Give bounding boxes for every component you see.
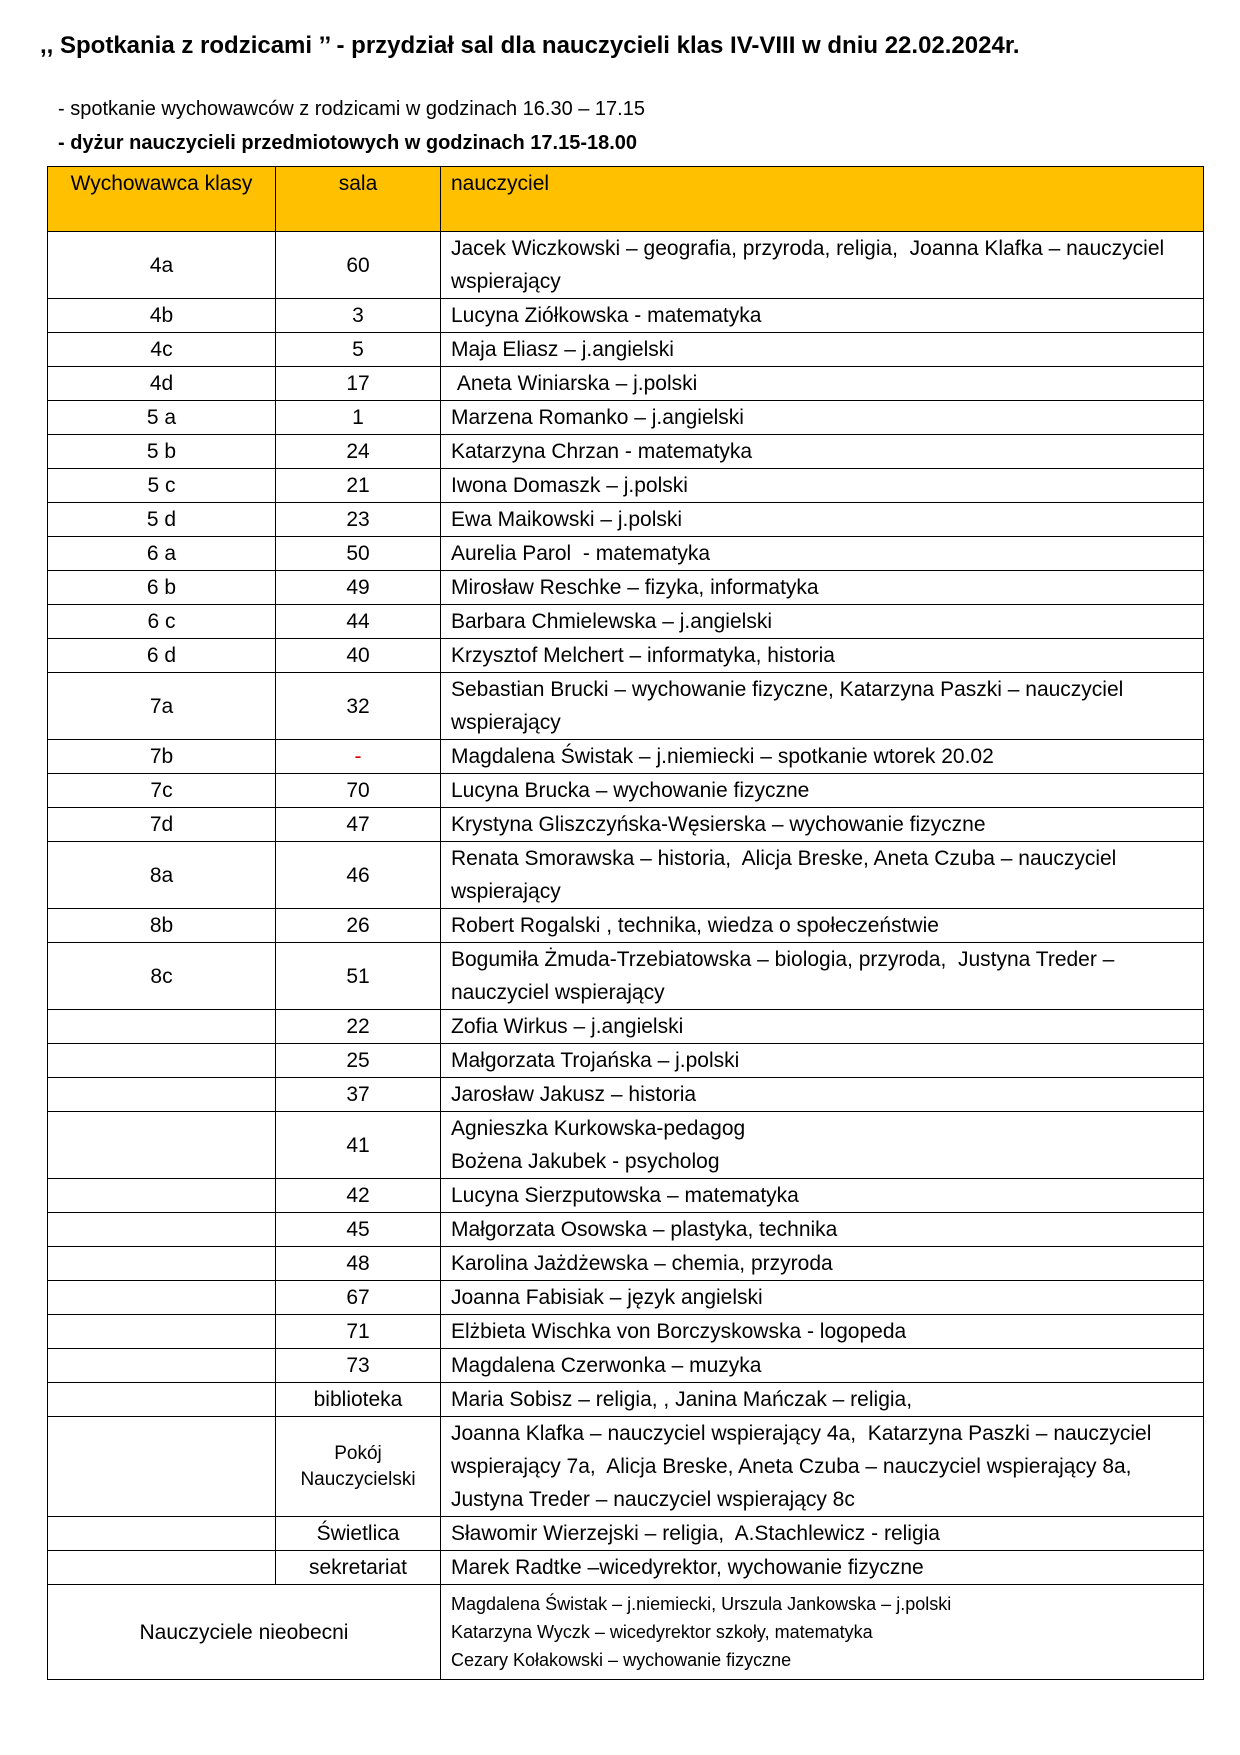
cell-class [48, 1383, 276, 1417]
cell-room: 46 [276, 842, 441, 909]
cell-teacher: Marzena Romanko – j.angielski [441, 401, 1204, 435]
cell-room: 5 [276, 333, 441, 367]
table-row [48, 333, 1204, 367]
absent-teacher-line: Cezary Kołakowski – wychowanie fizyczne [451, 1650, 792, 1670]
cell-class [48, 1417, 276, 1517]
table-row [48, 1078, 1204, 1112]
table-row [48, 469, 1204, 503]
cell-teacher: Joanna Klafka – nauczyciel wspierający 4a, Katarzyna Paszki – nauczyciel wspierający 7a, Alicja Breske, Aneta Czuba – nauczyciel wspierający 8a, Justyna Treder – nauczyciel wspierający 8c [441, 1417, 1204, 1517]
cell-room: 60 [276, 232, 441, 299]
table-row [48, 1179, 1204, 1213]
cell-room: 3 [276, 299, 441, 333]
room-assignment-table [47, 166, 1204, 1680]
table-row [48, 1417, 1204, 1517]
table-row [48, 943, 1204, 1010]
cell-teacher: Jacek Wiczkowski – geografia, przyroda, religia, Joanna Klafka – nauczyciel wspierający [441, 232, 1204, 299]
cell-teacher: Sebastian Brucki – wychowanie fizyczne, Katarzyna Paszki – nauczyciel wspierający [441, 673, 1204, 740]
table-row [48, 1213, 1204, 1247]
table-row [48, 639, 1204, 673]
cell-class: 7d [48, 808, 276, 842]
cell-class: 5 a [48, 401, 276, 435]
cell-teacher: Aneta Winiarska – j.polski [441, 367, 1204, 401]
table-row [48, 1349, 1204, 1383]
cell-class [48, 1010, 276, 1044]
cell-room: 51 [276, 943, 441, 1010]
cell-room: 37 [276, 1078, 441, 1112]
cell-room: 32 [276, 673, 441, 740]
cell-room: Świetlica [276, 1517, 441, 1551]
cell-room: biblioteka [276, 1383, 441, 1417]
page-title: ,, Spotkania z rodzicami ’’ - przydział sal dla nauczycieli klas IV-VIII w dniu 22.02.2024r. [40, 32, 1020, 59]
absent-teachers-row [48, 1585, 1204, 1680]
cell-teacher: Lucyna Brucka – wychowanie fizyczne [441, 774, 1204, 808]
table-row [48, 673, 1204, 740]
cell-teacher: Renata Smorawska – historia, Alicja Breske, Aneta Czuba – nauczyciel wspierający [441, 842, 1204, 909]
header-teacher: nauczyciel [441, 167, 1204, 232]
absent-teacher-line: Magdalena Świstak – j.niemiecki, Urszula Jankowska – j.polski [451, 1594, 952, 1614]
table-row [48, 1010, 1204, 1044]
cell-room: 48 [276, 1247, 441, 1281]
cell-teacher: Marek Radtke –wicedyrektor, wychowanie fizyczne [441, 1551, 1204, 1585]
cell-class: 4a [48, 232, 276, 299]
table-row [48, 401, 1204, 435]
table-row [48, 808, 1204, 842]
cell-teacher: Lucyna Sierzputowska – matematyka [441, 1179, 1204, 1213]
cell-room: 22 [276, 1010, 441, 1044]
teacher-line: Agnieszka Kurkowska-pedagog [451, 1117, 746, 1140]
absent-teachers-list [441, 1585, 1204, 1680]
table-header-row [48, 167, 1204, 232]
cell-teacher: Ewa Maikowski – j.polski [441, 503, 1204, 537]
cell-room: 41 [276, 1112, 441, 1179]
cell-room: 47 [276, 808, 441, 842]
cell-teacher: Jarosław Jakusz – historia [441, 1078, 1204, 1112]
cell-room: - [276, 740, 441, 774]
cell-class [48, 1179, 276, 1213]
cell-class: 4b [48, 299, 276, 333]
cell-class [48, 1112, 276, 1179]
cell-room: 67 [276, 1281, 441, 1315]
cell-class: 6 a [48, 537, 276, 571]
cell-class: 5 d [48, 503, 276, 537]
table-row [48, 1112, 1204, 1179]
cell-teacher: Elżbieta Wischka von Borczyskowska - logopeda [441, 1315, 1204, 1349]
cell-class [48, 1213, 276, 1247]
cell-room: 49 [276, 571, 441, 605]
table-row [48, 503, 1204, 537]
cell-room: Pokój Nauczycielski [276, 1417, 441, 1517]
table-row [48, 232, 1204, 299]
cell-room: 21 [276, 469, 441, 503]
cell-class: 8b [48, 909, 276, 943]
cell-room: 17 [276, 367, 441, 401]
header-class-teacher: Wychowawca klasy [48, 167, 276, 232]
cell-room: 70 [276, 774, 441, 808]
table-row [48, 1383, 1204, 1417]
cell-room: 40 [276, 639, 441, 673]
cell-class: 5 b [48, 435, 276, 469]
cell-teacher: Zofia Wirkus – j.angielski [441, 1010, 1204, 1044]
cell-teacher: Magdalena Świstak – j.niemiecki – spotkanie wtorek 20.02 [441, 740, 1204, 774]
schedule-note-parents: - spotkanie wychowawców z rodzicami w godzinach 16.30 – 17.15 [58, 98, 645, 120]
cell-teacher: Maja Eliasz – j.angielski [441, 333, 1204, 367]
table-row [48, 605, 1204, 639]
cell-teacher: Magdalena Czerwonka – muzyka [441, 1349, 1204, 1383]
cell-class: 8a [48, 842, 276, 909]
cell-teacher: Aurelia Parol - matematyka [441, 537, 1204, 571]
cell-class [48, 1044, 276, 1078]
cell-room: 42 [276, 1179, 441, 1213]
cell-room: 71 [276, 1315, 441, 1349]
cell-room: 50 [276, 537, 441, 571]
cell-class: 4c [48, 333, 276, 367]
cell-class [48, 1247, 276, 1281]
cell-class: 4d [48, 367, 276, 401]
table-row [48, 537, 1204, 571]
cell-room: 24 [276, 435, 441, 469]
table-row [48, 1247, 1204, 1281]
table-row [48, 435, 1204, 469]
table-body [48, 232, 1204, 1680]
teacher-line: Bożena Jakubek - psycholog [451, 1150, 720, 1173]
cell-room: 44 [276, 605, 441, 639]
cell-class: 6 c [48, 605, 276, 639]
table-row [48, 1517, 1204, 1551]
header-room: sala [276, 167, 441, 232]
cell-teacher [441, 1112, 1204, 1179]
cell-class [48, 1517, 276, 1551]
cell-teacher: Bogumiła Żmuda-Trzebiatowska – biologia, przyroda, Justyna Treder – nauczyciel wspierający [441, 943, 1204, 1010]
absent-teacher-line: Katarzyna Wyczk – wicedyrektor szkoły, matematyka [451, 1622, 873, 1642]
cell-teacher: Krzysztof Melchert – informatyka, historia [441, 639, 1204, 673]
cell-class [48, 1281, 276, 1315]
absent-teachers-label: Nauczyciele nieobecni [48, 1585, 441, 1680]
table-row [48, 909, 1204, 943]
cell-teacher: Joanna Fabisiak – język angielski [441, 1281, 1204, 1315]
cell-teacher: Sławomir Wierzejski – religia, A.Stachlewicz - religia [441, 1517, 1204, 1551]
cell-class: 7b [48, 740, 276, 774]
cell-class: 7c [48, 774, 276, 808]
cell-teacher: Maria Sobisz – religia, , Janina Mańczak – religia, [441, 1383, 1204, 1417]
cell-class: 6 d [48, 639, 276, 673]
cell-class [48, 1315, 276, 1349]
cell-class: 7a [48, 673, 276, 740]
table-row [48, 774, 1204, 808]
cell-class [48, 1551, 276, 1585]
cell-class [48, 1078, 276, 1112]
cell-teacher: Katarzyna Chrzan - matematyka [441, 435, 1204, 469]
cell-room: 26 [276, 909, 441, 943]
cell-teacher: Lucyna Ziółkowska - matematyka [441, 299, 1204, 333]
cell-room: sekretariat [276, 1551, 441, 1585]
cell-class: 8c [48, 943, 276, 1010]
cell-teacher: Robert Rogalski , technika, wiedza o społeczeństwie [441, 909, 1204, 943]
table-row [48, 1044, 1204, 1078]
schedule-note-duty: - dyżur nauczycieli przedmiotowych w godzinach 17.15-18.00 [58, 132, 638, 154]
cell-teacher: Małgorzata Osowska – plastyka, technika [441, 1213, 1204, 1247]
cell-room: 25 [276, 1044, 441, 1078]
cell-class: 5 c [48, 469, 276, 503]
cell-room: 45 [276, 1213, 441, 1247]
cell-teacher: Iwona Domaszk – j.polski [441, 469, 1204, 503]
table-row [48, 842, 1204, 909]
cell-teacher: Krystyna Gliszczyńska-Węsierska – wychowanie fizyczne [441, 808, 1204, 842]
cell-room: 73 [276, 1349, 441, 1383]
cell-class [48, 1349, 276, 1383]
cell-room: 23 [276, 503, 441, 537]
table-row [48, 1551, 1204, 1585]
table-row [48, 1315, 1204, 1349]
cell-room: 1 [276, 401, 441, 435]
table-row [48, 299, 1204, 333]
cell-teacher: Małgorzata Trojańska – j.polski [441, 1044, 1204, 1078]
cell-class: 6 b [48, 571, 276, 605]
cell-teacher: Karolina Jażdżewska – chemia, przyroda [441, 1247, 1204, 1281]
table-row [48, 367, 1204, 401]
table-row [48, 571, 1204, 605]
table-row [48, 1281, 1204, 1315]
cell-teacher: Mirosław Reschke – fizyka, informatyka [441, 571, 1204, 605]
table-row [48, 740, 1204, 774]
cell-teacher: Barbara Chmielewska – j.angielski [441, 605, 1204, 639]
